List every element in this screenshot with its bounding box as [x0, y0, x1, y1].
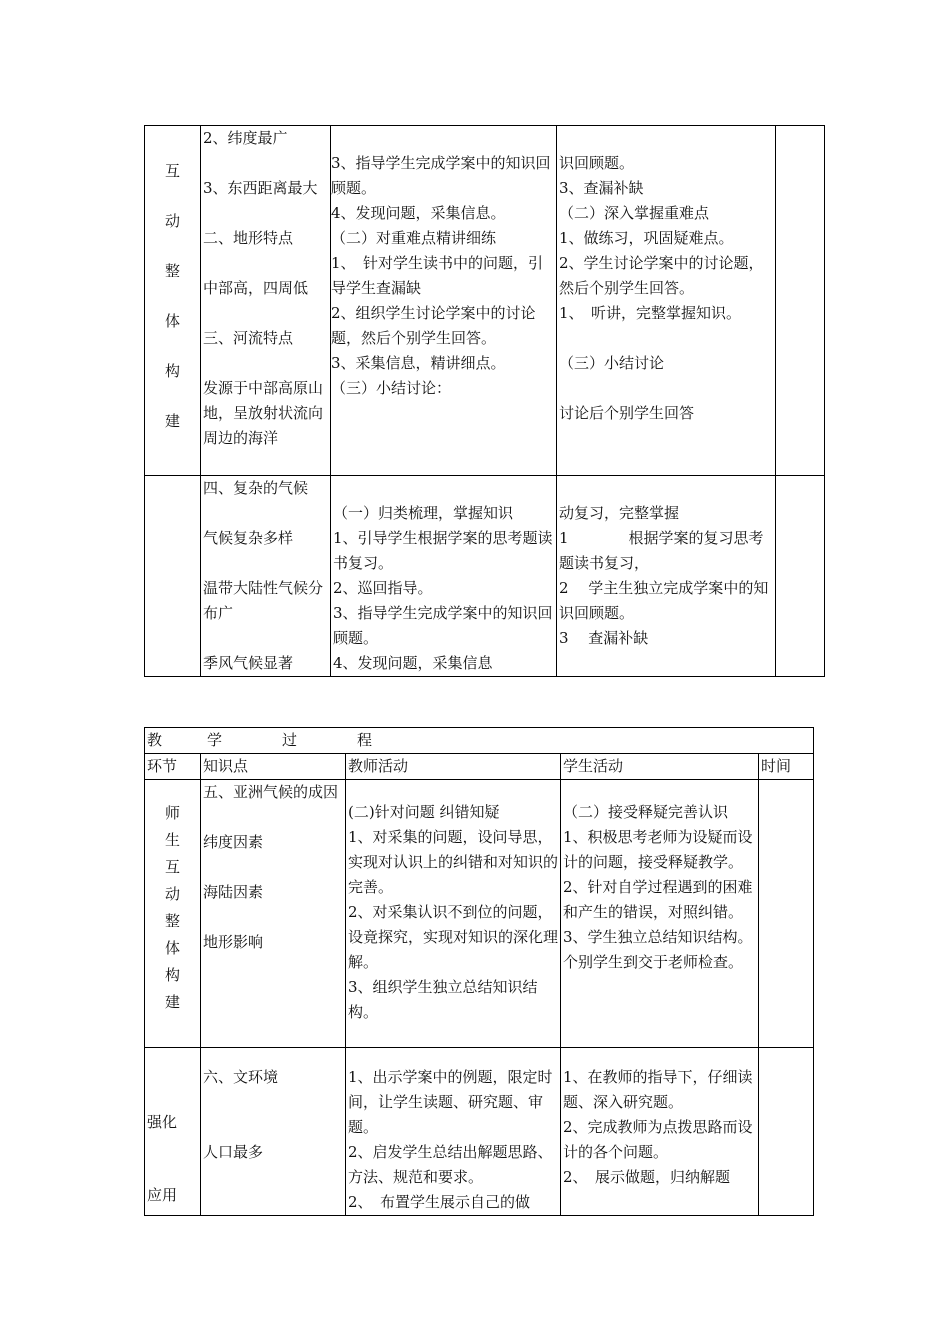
teacher-activity-cell	[331, 126, 557, 476]
section-char: 体	[164, 939, 180, 957]
teacher-activity-list	[348, 800, 558, 1025]
section-char: 整	[164, 262, 180, 280]
text-line: 2 学主生独立完成学案中的知识回顾题。	[559, 579, 769, 622]
teacher-activity-cell	[331, 476, 557, 677]
teacher-activity-cell	[346, 780, 561, 1048]
section-char: 构	[164, 966, 180, 984]
section-cell	[145, 476, 201, 677]
text-line: 温带大陆性气候分布广	[203, 579, 324, 622]
knowledge-list	[203, 476, 328, 676]
student-activity-cell	[561, 780, 759, 1048]
header-label: 学生活动	[563, 757, 624, 775]
text-line: 2、 展示做题，归纳解题	[563, 1168, 731, 1186]
text-line: 四、复杂的气候	[203, 479, 309, 497]
table-title: 教 学 过 程	[147, 731, 373, 749]
text-line	[203, 551, 328, 576]
text-line	[203, 626, 328, 651]
text-line: （三）小结讨论	[559, 354, 665, 372]
section-cell	[145, 126, 201, 476]
text-line: 二、地形特点	[203, 229, 294, 247]
text-line: 4、发现问题，采集信息	[333, 654, 493, 672]
text-line: 2、组织学生讨论学案中的讨论题，然后个别学生回答。	[331, 304, 536, 347]
text-line: （二）深入掌握重难点	[559, 204, 710, 222]
section-char: 整	[164, 912, 180, 930]
text-line: 季风气候显著	[203, 654, 294, 672]
header-section	[145, 754, 201, 780]
knowledge-list	[203, 126, 328, 451]
knowledge-list	[203, 780, 343, 955]
time-cell	[776, 126, 825, 476]
text-line	[559, 376, 773, 401]
text-line: 3、指导学生完成学案中的知识回顾题。	[333, 604, 553, 647]
text-line	[203, 1115, 343, 1140]
student-activity-cell	[557, 126, 776, 476]
teacher-activity-list	[331, 126, 554, 401]
time-cell	[759, 1048, 814, 1216]
header-time	[759, 754, 814, 780]
time-cell	[759, 780, 814, 1048]
time-cell	[776, 476, 825, 677]
text-line	[331, 126, 554, 151]
section-label-bottom: 应用	[147, 1186, 178, 1204]
header-label: 教师活动	[348, 757, 409, 775]
text-line: 2、纬度最广	[203, 129, 288, 147]
text-line: 3、组织学生独立总结知识结构。	[348, 978, 538, 1021]
text-line: 1、在教师的指导下，仔细读题、深入研究题。	[563, 1068, 753, 1111]
text-line: （二）对重难点精讲细练	[331, 229, 497, 247]
text-line	[559, 126, 773, 151]
section-char: 建	[164, 993, 180, 1011]
header-knowledge	[201, 754, 346, 780]
text-line	[203, 351, 328, 376]
text-line: 2、完成教师为点拨思路而设计的各个问题。	[563, 1118, 753, 1161]
text-line: 六、文环境	[203, 1068, 279, 1086]
text-line: 4、发现问题，采集信息。	[331, 204, 506, 222]
section-char: 生	[164, 831, 180, 849]
section-cell	[145, 780, 201, 1048]
header-student	[561, 754, 759, 780]
text-line: 发源于中部高原山地，呈放射状流向周边的海洋	[203, 379, 324, 447]
teaching-process-table	[144, 727, 814, 1216]
text-line: 3 查漏补缺	[559, 629, 649, 647]
text-line: 动复习，完整掌握	[559, 504, 680, 522]
header-teacher	[346, 754, 561, 780]
text-line: (二)针对问题 纠错知疑	[348, 803, 500, 821]
text-line	[203, 855, 343, 880]
text-line	[203, 1090, 343, 1115]
text-line: 1 根据学案的复习思考题读书复习，	[559, 529, 764, 572]
text-line: 3、采集信息，精讲细点。	[331, 354, 506, 372]
text-line	[559, 476, 773, 501]
section-char: 体	[164, 312, 180, 330]
lesson-table-continued	[144, 125, 825, 677]
header-label: 环节	[147, 757, 178, 775]
text-line: （二）接受释疑完善认识	[563, 803, 729, 821]
text-line	[203, 251, 328, 276]
student-activity-cell	[557, 476, 776, 677]
text-line: 2、 布置学生展示自己的做	[348, 1193, 531, 1211]
text-line: 2、启发学生总结出解题思路、方法、规范和要求。	[348, 1143, 553, 1186]
text-line	[333, 476, 554, 501]
section-char: 师	[164, 804, 180, 822]
text-line: 1、做练习，巩固疑难点。	[559, 229, 734, 247]
text-line: 2、巡回指导。	[333, 579, 433, 597]
text-line: 纬度因素	[203, 833, 264, 851]
text-line	[559, 326, 773, 351]
teacher-activity-list	[333, 476, 554, 676]
text-line	[203, 201, 328, 226]
text-line: 讨论后个别学生回答	[559, 404, 695, 422]
knowledge-cell	[201, 1048, 346, 1216]
text-line: 1、出示学案中的例题，限定时间，让学生读题、研究题、审题。	[348, 1068, 553, 1136]
text-line: （一）归类梳理，掌握知识	[333, 504, 514, 522]
table-title-cell	[145, 728, 814, 754]
section-char: 互	[164, 162, 180, 180]
text-line: 人口最多	[203, 1143, 264, 1161]
student-activity-list	[559, 126, 773, 426]
text-line: 3、学生独立总结知识结构。个别学生到交于老师检查。	[563, 928, 753, 971]
text-line	[203, 905, 343, 930]
text-line: 五、亚洲气候的成因	[203, 783, 339, 801]
section-char: 动	[164, 212, 180, 230]
text-line: 识回顾题。	[559, 154, 635, 172]
text-line	[203, 151, 328, 176]
knowledge-cell	[201, 126, 331, 476]
section-char: 互	[164, 858, 180, 876]
header-label: 时间	[761, 757, 792, 775]
section-char: 动	[164, 885, 180, 903]
section-label	[147, 800, 198, 1016]
knowledge-list	[203, 1065, 343, 1165]
text-line: 地形影响	[203, 933, 264, 951]
section-label-top: 强化	[147, 1113, 178, 1131]
text-line: 3、东西距离最大	[203, 179, 318, 197]
student-activity-cell	[561, 1048, 759, 1216]
student-activity-list	[563, 1065, 756, 1190]
knowledge-cell	[201, 780, 346, 1048]
text-line: 三、河流特点	[203, 329, 294, 347]
text-line	[203, 501, 328, 526]
student-activity-list	[559, 476, 773, 651]
text-line: 气候复杂多样	[203, 529, 294, 547]
text-line	[203, 301, 328, 326]
text-line: 1、对采集的问题，设问导思，实现对认识上的纠错和对知识的完善。	[348, 828, 559, 896]
text-line: 海陆因素	[203, 883, 264, 901]
teacher-activity-cell	[346, 1048, 561, 1216]
text-line: 3、查漏补缺	[559, 179, 644, 197]
section-cell	[145, 1048, 201, 1216]
section-char: 构	[164, 362, 180, 380]
section-char: 建	[164, 412, 180, 430]
student-activity-list	[563, 800, 756, 975]
text-line: 2、学生讨论学案中的讨论题，然后个别学生回答。	[559, 254, 764, 297]
header-label: 知识点	[203, 757, 249, 775]
text-line: 2、针对自学过程遇到的困难和产生的错误，对照纠错。	[563, 878, 753, 921]
text-line: 1、积极思考老师为设疑而设计的问题，接受释疑教学。	[563, 828, 753, 871]
text-line: 3、指导学生完成学案中的知识回顾题。	[331, 154, 551, 197]
text-line: 2、对采集认识不到位的问题，设竟探究，实现对知识的深化理解。	[348, 903, 559, 971]
text-line: 1、 听讲，完整掌握知识。	[559, 304, 742, 322]
text-line: 中部高，四周低	[203, 279, 309, 297]
teacher-activity-list	[348, 1065, 558, 1215]
text-line: 1、 针对学生读书中的问题，引导学生查漏缺	[331, 254, 544, 297]
knowledge-cell	[201, 476, 331, 677]
text-line: （三）小结讨论：	[331, 379, 452, 397]
text-line	[203, 805, 343, 830]
text-line: 1、引导学生根据学案的思考题读书复习。	[333, 529, 553, 572]
section-label	[147, 146, 198, 446]
